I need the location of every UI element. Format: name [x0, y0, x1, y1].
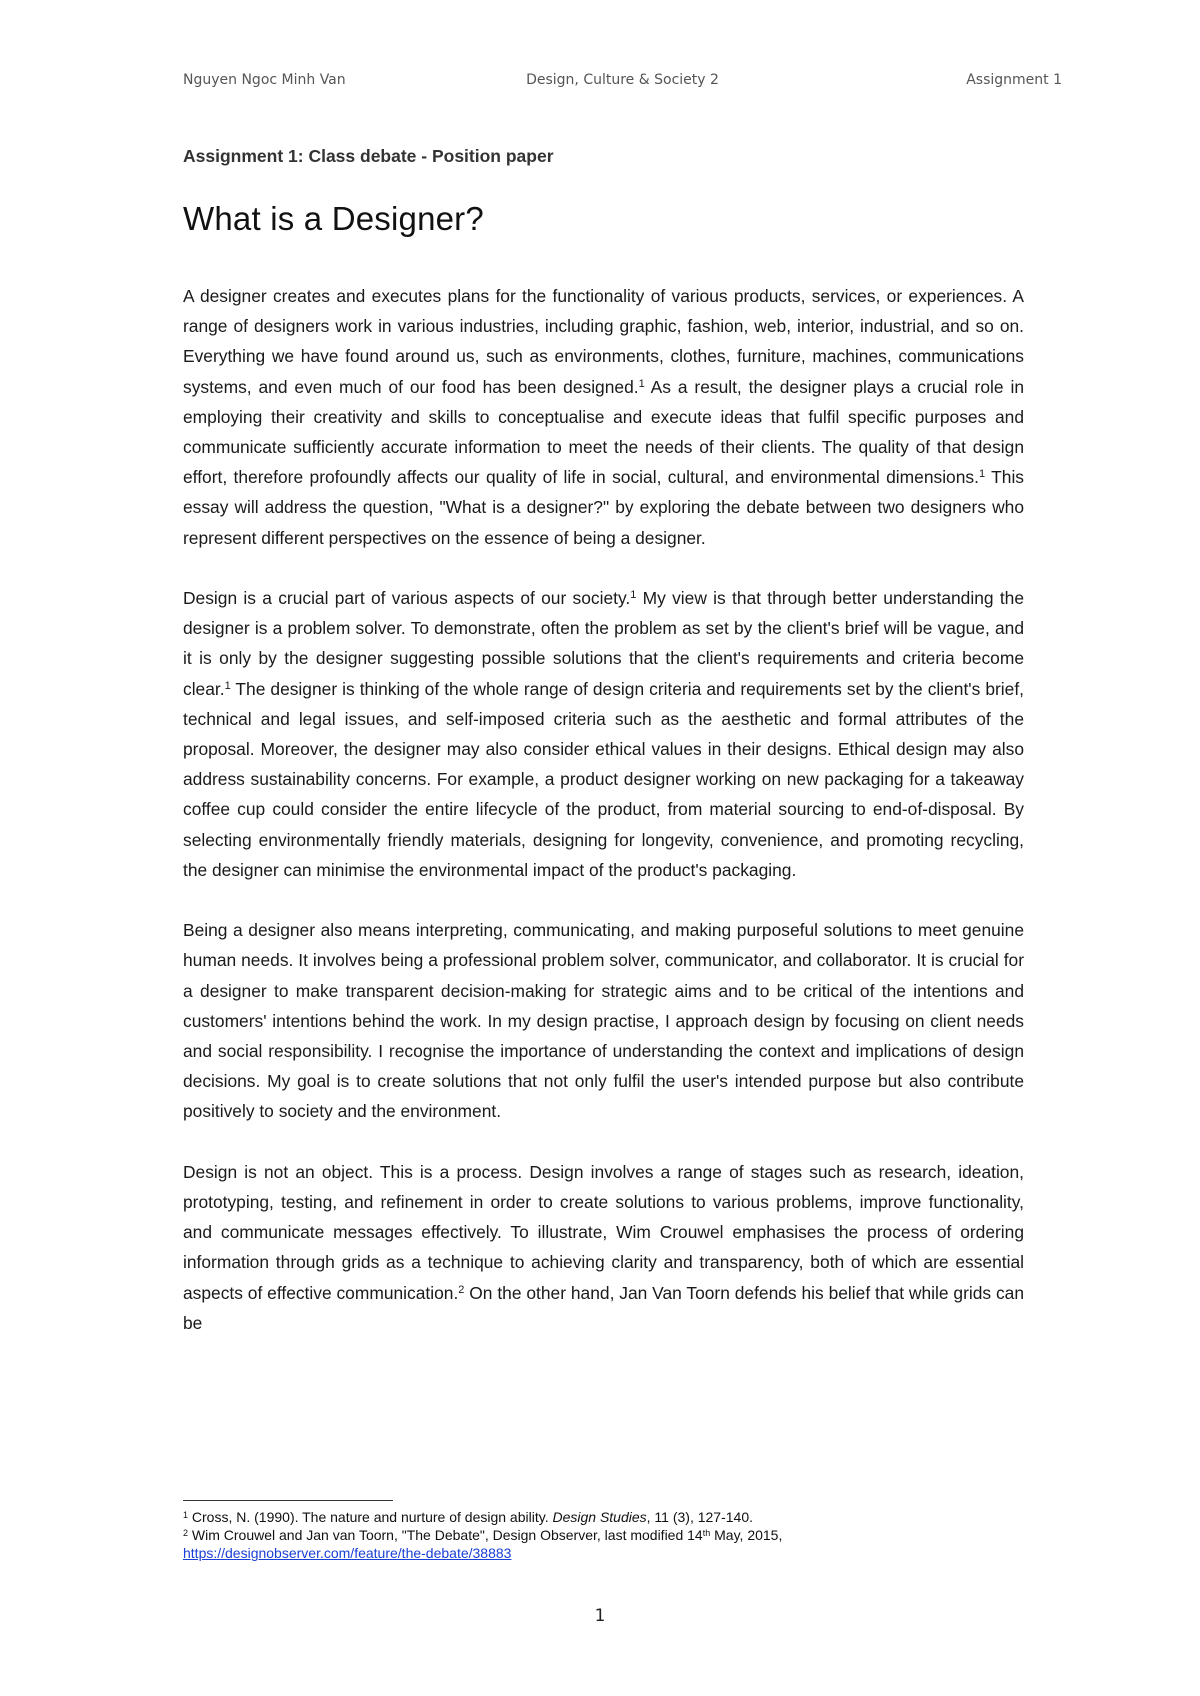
body-text [183, 281, 1024, 1368]
footnote-1-text-end: , 11 (3), 127-140. [646, 1509, 754, 1525]
paragraph-2 [183, 583, 1024, 885]
footnote-ref[interactable]: 1 [638, 377, 645, 390]
document-subtitle: Assignment 1: Class debate - Position paper [183, 146, 554, 166]
header-course: Design, Culture & Society 2 [526, 72, 719, 88]
footnote-1-text: Cross, N. (1990). The nature and nurture of design ability. [188, 1509, 553, 1525]
footnote-2-link[interactable]: https://designobserver.com/feature/the-debate/38883 [183, 1545, 512, 1561]
footnote-divider [183, 1500, 393, 1501]
p4-text-a: Design is not an object. This is a process. Design involves a range of stages such as research, ideation, prototyping, testing, and refinement in order to create solutions to various problems, improve functionality, and communicate messages effectively. To illustrate, Wim Crouwel emphasises the process of ordering information through grids as a technique to achieving clarity and transparency, both of which are essential aspects of effective communication. [183, 1161, 1024, 1303]
p1-text-a: A designer creates and executes plans for the functionality of various products, services, or experiences. A range of designers work in various industries, including graphic, fashion, web, interior, industrial, and so on. Everything we have found around us, such as environments, clothes, furniture, machines, communications systems, and even much of our food has been designed. [183, 286, 1024, 397]
paragraph-1 [183, 281, 1024, 553]
footnote-2-link-line [183, 1544, 1043, 1562]
page-number: 1 [594, 1606, 606, 1626]
footnote-1 [183, 1508, 1043, 1526]
footnote-ref[interactable]: 1 [978, 468, 986, 481]
p4-text-b: On the other hand, Jan Van Toorn defends his belief that while grids can be [183, 1282, 1024, 1333]
paragraph-3: Being a designer also means interpreting, communicating, and making purposeful solutions to meet genuine human needs. It involves being a professional problem solver, communicator, and collaborator. It is crucial for a designer to make transparent decision-making for strategic aims and to be critical of the intentions and customers' intentions behind the work. In my design practise, I approach design by focusing on client needs and social responsibility. I recognise the importance of understanding the context and implications of design decisions. My goal is to create solutions that not only fulfil the user's intended purpose but also contribute positively to society and the environment. [183, 920, 1024, 1122]
page-header [183, 72, 1062, 94]
p1-text-b: As a result, the designer plays a crucial role in employing their creativity and skills to conceptualise and execute ideas that fulfil specific purposes and communicate sufficiently accurate information to meet the needs of their clients. The quality of that design effort, therefore profoundly affects our quality of life in social, cultural, and environmental dimensions. [183, 376, 1024, 488]
footnote-1-journal: Design Studies [552, 1509, 647, 1525]
footnote-marker: 2 [183, 1528, 189, 1538]
footnote-marker: 1 [183, 1510, 189, 1520]
header-assignment: Assignment 1 [966, 72, 1062, 88]
header-author: Nguyen Ngoc Minh Van [183, 72, 346, 88]
footnote-2-text: Wim Crouwel and Jan van Toorn, "The Debate", Design Observer, last modified 14 [188, 1527, 703, 1543]
footnote-ref[interactable]: 1 [224, 679, 231, 692]
document-title: What is a Designer? [183, 200, 484, 237]
ordinal-suffix: th [702, 1528, 711, 1538]
footnote-ref[interactable]: 1 [630, 589, 637, 602]
p2-text-a: Design is a crucial part of various aspects of our society. [183, 588, 631, 609]
footnote-2-text-end: May, 2015, [710, 1527, 783, 1543]
paragraph-4 [183, 1157, 1024, 1338]
p2-text-c: The designer is thinking of the whole range of design criteria and requirements set by the client's brief, technical and legal issues, and self-imposed criteria such as the aesthetic and formal attributes of the proposal. Moreover, the designer may also consider ethical values in their designs. Ethical design may also address sustainability concerns. For example, a product designer working on new packaging for a takeaway coffee cup could consider the entire lifecycle of the product, from material sourcing to end-of-disposal. By selecting environmentally friendly materials, designing for longevity, convenience, and promoting recycling, the designer can minimise the environmental impact of the product's packaging. [183, 678, 1024, 880]
p1-text-c: This essay will address the question, "What is a designer?" by exploring the debate between two designers who represent different perspectives on the essence of being a designer. [183, 467, 1024, 548]
p2-text-b: My view is that through better understanding the designer is a problem solver. To demonstrate, often the problem as set by the client's brief will be vague, and it is only by the designer suggesting possible solutions that the client's requirements and criteria become clear. [183, 588, 1024, 699]
footnote-ref[interactable]: 2 [458, 1283, 465, 1296]
footnote-2 [183, 1526, 1043, 1544]
footnotes [183, 1508, 1043, 1562]
